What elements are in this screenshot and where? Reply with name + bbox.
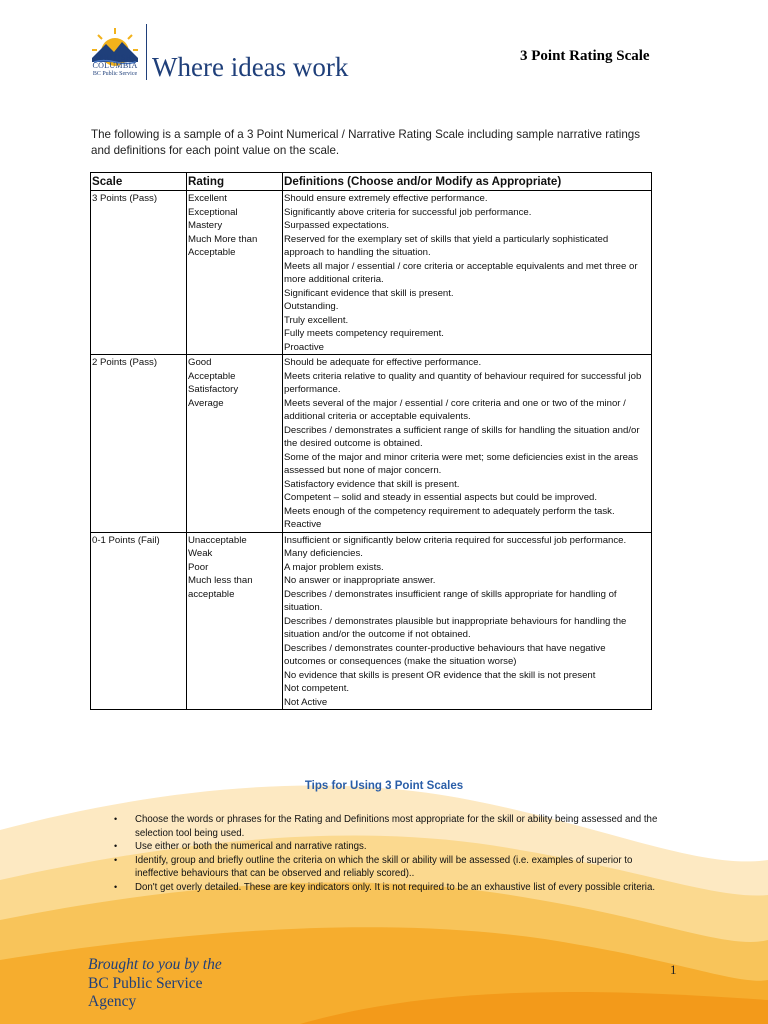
- list-item: [100, 854, 660, 881]
- rating-item: Acceptable: [188, 370, 236, 382]
- bullet-icon: •: [114, 881, 118, 892]
- definition-item: Meets all major / essential / core criteria or acceptable equivalents and met three or more additional criteria.: [284, 260, 638, 285]
- rating-item: Poor: [188, 561, 209, 573]
- org-name-line1: BRITISH: [98, 53, 132, 62]
- logo-divider: [146, 24, 147, 80]
- rating-item: Satisfactory: [188, 384, 239, 395]
- definition-item: Truly excellent.: [284, 314, 349, 326]
- definition-item: Should be adequate for effective performance.: [284, 357, 482, 368]
- page-number: 1: [670, 962, 677, 977]
- header-definitions: Definitions (Choose and/or Modify as Appropriate): [283, 173, 652, 191]
- document-title: 3 Point Rating Scale: [520, 48, 650, 64]
- definition-item: Not competent.: [284, 683, 350, 694]
- definition-item: Some of the major and minor criteria were met; some deficiencies exist in the areas assessed but none of major concern.: [284, 451, 639, 476]
- list-item: [100, 813, 660, 840]
- rating-item: Much More than Acceptable: [188, 233, 258, 258]
- tip-text: Don't get overly detailed. These are key indicators only. It is not required to be an exhaustive list of every possible criteria.: [135, 881, 656, 893]
- rating-item: Unacceptable: [188, 534, 247, 546]
- bullet-icon: •: [114, 814, 118, 824]
- footer-credit-line1: Brought to you by the: [88, 956, 222, 973]
- definition-item: Significant evidence that skill is present.: [284, 287, 454, 299]
- rating-item: Weak: [188, 548, 213, 559]
- org-subtitle: BC Public Service: [92, 71, 138, 77]
- rating-cell: [187, 355, 283, 533]
- intro-paragraph: The following is a sample of a 3 Point Numerical / Narrative Rating Scale including sample narrative ratings and definitions for each point value on the scale.: [91, 128, 641, 157]
- definitions-cell: [283, 532, 652, 710]
- definition-item: Reserved for the exemplary set of skills that yield a particularly sophisticated approach to handling the situation.: [284, 233, 609, 258]
- definition-item: Meets several of the major / essential / core criteria and one or two of the minor / additional criteria or acceptable equivalents.: [284, 397, 626, 422]
- rating-scale-table: [90, 172, 652, 710]
- definitions-cell: [283, 191, 652, 355]
- tip-text: Identify, group and briefly outline the criteria on which the skill or ability will be assessed (i.e. examples of superior to ineffective behaviours that can be observed and reliably scored)..: [135, 854, 633, 879]
- footer-credit-line3: Agency: [88, 993, 137, 1010]
- definition-item: No answer or inappropriate answer.: [284, 575, 436, 586]
- list-item: [100, 840, 660, 854]
- table-row: [91, 355, 652, 533]
- definition-item: A major problem exists.: [284, 561, 384, 573]
- rating-cell: [187, 191, 283, 355]
- table-header-row: [91, 173, 652, 191]
- list-item: [100, 881, 660, 895]
- table-row: [91, 191, 652, 355]
- definition-item: Describes / demonstrates plausible but inappropriate behaviours for handling the situation and/or the outcome if not obtained.: [284, 615, 627, 640]
- definition-item: Many deficiencies.: [284, 548, 363, 559]
- tips-heading: Tips for Using 3 Point Scales: [304, 780, 464, 792]
- definition-item: Insufficient or significantly below criteria required for successful job performance.: [284, 534, 627, 546]
- definition-item: Meets enough of the competency requirement to adequately perform the task.: [284, 505, 615, 517]
- definition-item: Meets criteria relative to quality and quantity of behaviour required for successful job performance.: [284, 370, 642, 395]
- rating-item: Good: [188, 357, 212, 368]
- definition-item: Reactive: [284, 519, 322, 530]
- rating-item: Much less than acceptable: [188, 575, 253, 600]
- rating-item: Mastery: [188, 220, 223, 231]
- tip-text: Use either or both the numerical and narrative ratings.: [135, 841, 367, 852]
- scale-cell: 3 Points (Pass): [91, 191, 187, 355]
- org-name-line2: COLUMBIA: [92, 61, 138, 70]
- definitions-cell: [283, 355, 652, 533]
- tips-list: [100, 813, 660, 894]
- definition-item: Describes / demonstrates a sufficient range of skills for handling the situation and/or the desired outcome is obtained.: [284, 424, 640, 449]
- definition-item: Should ensure extremely effective performance.: [284, 193, 488, 204]
- tip-text: Choose the words or phrases for the Rating and Definitions most appropriate for the skill or ability being assessed and the selection tool being used.: [135, 814, 658, 839]
- table-row: [91, 532, 652, 710]
- definition-item: Proactive: [284, 341, 324, 353]
- rating-cell: [187, 532, 283, 710]
- bullet-icon: •: [114, 841, 118, 851]
- definition-item: Outstanding.: [284, 301, 339, 312]
- footer-credit-line2: BC Public Service: [88, 975, 203, 992]
- header-scale: Scale: [91, 173, 187, 191]
- rating-item: Excellent: [188, 193, 227, 204]
- scale-cell: 2 Points (Pass): [91, 355, 187, 533]
- bullet-icon: •: [114, 854, 118, 865]
- header-rating: Rating: [187, 173, 283, 191]
- definition-item: Not Active: [284, 696, 328, 708]
- definition-item: Satisfactory evidence that skill is present.: [284, 478, 460, 490]
- rating-item: Average: [188, 397, 224, 409]
- definition-item: Fully meets competency requirement.: [284, 328, 444, 339]
- rating-item: Exceptional: [188, 206, 238, 218]
- definition-item: No evidence that skills is present OR evidence that the skill is not present: [284, 669, 596, 681]
- definition-item: Describes / demonstrates counter-productive behaviours that have negative outcomes or consequences (make the situation worse): [284, 642, 606, 667]
- definition-item: Significantly above criteria for successful job performance.: [284, 206, 532, 218]
- definition-item: Surpassed expectations.: [284, 220, 390, 231]
- scale-cell: 0-1 Points (Fail): [91, 532, 187, 710]
- definition-item: Competent – solid and steady in essential aspects but could be improved.: [284, 492, 598, 503]
- tagline: Where ideas work: [152, 52, 349, 82]
- definition-item: Describes / demonstrates insufficient range of skills appropriate for handling of situation.: [284, 588, 617, 613]
